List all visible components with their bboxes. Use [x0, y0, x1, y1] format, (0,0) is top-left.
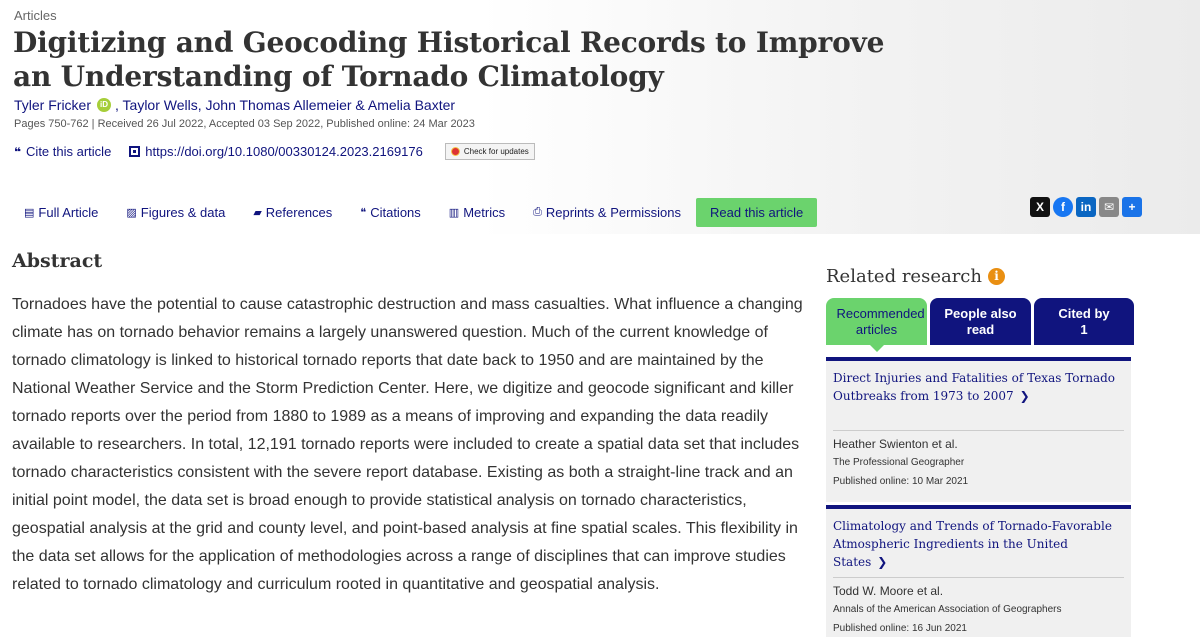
- x-twitter-icon[interactable]: X: [1030, 197, 1050, 217]
- author-list: [14, 97, 455, 113]
- quote-icon: ❝: [360, 207, 367, 219]
- abstract-heading: Abstract: [12, 250, 103, 272]
- article-actions: [14, 143, 535, 160]
- divider: [833, 430, 1124, 431]
- tab-label: People also read: [944, 305, 1017, 337]
- doi-text: https://doi.org/10.1080/00330124.2023.2169176: [145, 144, 423, 159]
- divider: [833, 577, 1124, 578]
- related-heading-text: Related research: [826, 266, 982, 287]
- related-title-text: Climatology and Trends of Tornado-Favorable Atmospheric Ingredients in the United States: [833, 519, 1112, 569]
- image-icon: ▨: [126, 207, 137, 219]
- related-item-journal: The Professional Geographer: [833, 457, 965, 468]
- related-item-date: Published online: 10 Mar 2021: [833, 476, 969, 487]
- tab-label: Full Article: [38, 205, 99, 220]
- email-icon[interactable]: ✉: [1099, 197, 1119, 217]
- chevron-right-icon: ❯: [877, 555, 888, 569]
- info-icon[interactable]: i: [988, 268, 1005, 285]
- book-icon: ▰: [253, 207, 262, 219]
- tab-recommended-articles[interactable]: [826, 298, 927, 345]
- related-item-authors: Todd W. Moore et al.: [833, 584, 944, 598]
- related-item: [826, 361, 1131, 502]
- related-item-title[interactable]: [833, 361, 1124, 405]
- facebook-icon[interactable]: f: [1053, 197, 1073, 217]
- tab-citations[interactable]: [360, 205, 421, 220]
- article-tabs: [24, 198, 817, 227]
- document-icon: ▤: [24, 207, 35, 219]
- breadcrumb[interactable]: Articles: [14, 8, 57, 23]
- tab-label: References: [265, 205, 333, 220]
- doi-icon: [129, 146, 140, 157]
- doi-link[interactable]: [129, 144, 423, 159]
- tab-references[interactable]: [253, 205, 332, 220]
- article-header: [0, 0, 1200, 234]
- tab-people-also-read[interactable]: [930, 298, 1031, 345]
- author-link[interactable]: Tyler Fricker: [14, 97, 91, 113]
- orcid-icon[interactable]: iD: [97, 98, 111, 112]
- tab-label: Recommended articles: [836, 305, 925, 337]
- check-updates-label: Check for updates: [463, 147, 529, 156]
- tab-metrics[interactable]: [449, 205, 505, 220]
- crossmark-icon: [451, 147, 460, 156]
- related-item-authors: Heather Swienton et al.: [833, 437, 958, 451]
- tab-label: Cited by 1: [1058, 305, 1110, 337]
- related-research-heading: [826, 266, 1005, 287]
- read-article-button[interactable]: Read this article: [696, 198, 817, 227]
- tab-reprints[interactable]: [533, 205, 681, 220]
- chevron-right-icon: ❯: [1019, 389, 1030, 403]
- printer-icon: ⎙: [533, 206, 542, 218]
- share-bar: [1030, 197, 1145, 217]
- bar-chart-icon: ▥: [448, 207, 460, 219]
- page-title: Digitizing and Geocoding Historical Records to Improve an Understanding of Tornado Climatology: [13, 26, 885, 93]
- tab-label: Reprints & Permissions: [545, 205, 681, 220]
- related-title-text: Direct Injuries and Fatalities of Texas Tornado Outbreaks from 1973 to 2007: [833, 371, 1116, 403]
- check-updates-button[interactable]: [445, 143, 535, 160]
- author-links[interactable]: , Taylor Wells, John Thomas Allemeier & Amelia Baxter: [115, 97, 456, 113]
- quote-icon: ❝: [14, 144, 22, 159]
- tab-full-article[interactable]: [24, 205, 98, 220]
- tab-label: Metrics: [463, 205, 506, 220]
- tab-figures[interactable]: [126, 205, 225, 220]
- related-item-title[interactable]: [833, 509, 1124, 571]
- article-meta: Pages 750-762 | Received 26 Jul 2022, Accepted 03 Sep 2022, Published online: 24 Mar 2023: [14, 118, 475, 130]
- tab-cited-by[interactable]: [1034, 298, 1134, 345]
- cite-label: Cite this article: [26, 144, 112, 159]
- related-item-journal: Annals of the American Association of Geographers: [833, 604, 1062, 615]
- tab-label: Citations: [370, 205, 421, 220]
- abstract-text: Tornadoes have the potential to cause catastrophic destruction and mass casualties. What influence a changing climate has on tornado behavior remains a largely unanswered question. Much of the current knowledge of tornado climatology is linked to historical tornado reports that date back to 1950 and are maintained by the National Weather Service and the Storm Prediction Center. Here, we digitize and geocode significant and killer tornado reports over the period from 1880 to 1989 as a means of improving and expanding the data readily available to researchers. In total, 12,191 tornado reports were included to create a spatial data set that includes tornado characteristics consistent with the severe report database. Existing as both a straight-line track and an initial point model, the data set is broad enough to provide statistical analysis on tornado characteristics, geospatial analysis at the grid and county level, and point-based analysis at fine spatial scales. This flexibility in the data set allows for the application of methodologies across a range of disciplines that can improve studies related to tornado climatology and curriculum rooted in quantitative and geospatial analysis.: [12, 296, 803, 593]
- related-item: [826, 509, 1131, 637]
- tab-label: Figures & data: [140, 205, 226, 220]
- cite-button[interactable]: [14, 144, 111, 159]
- share-plus-icon[interactable]: +: [1122, 197, 1142, 217]
- linkedin-icon[interactable]: in: [1076, 197, 1096, 217]
- related-tabs: [826, 298, 1137, 345]
- related-item-date: Published online: 16 Jun 2021: [833, 623, 967, 634]
